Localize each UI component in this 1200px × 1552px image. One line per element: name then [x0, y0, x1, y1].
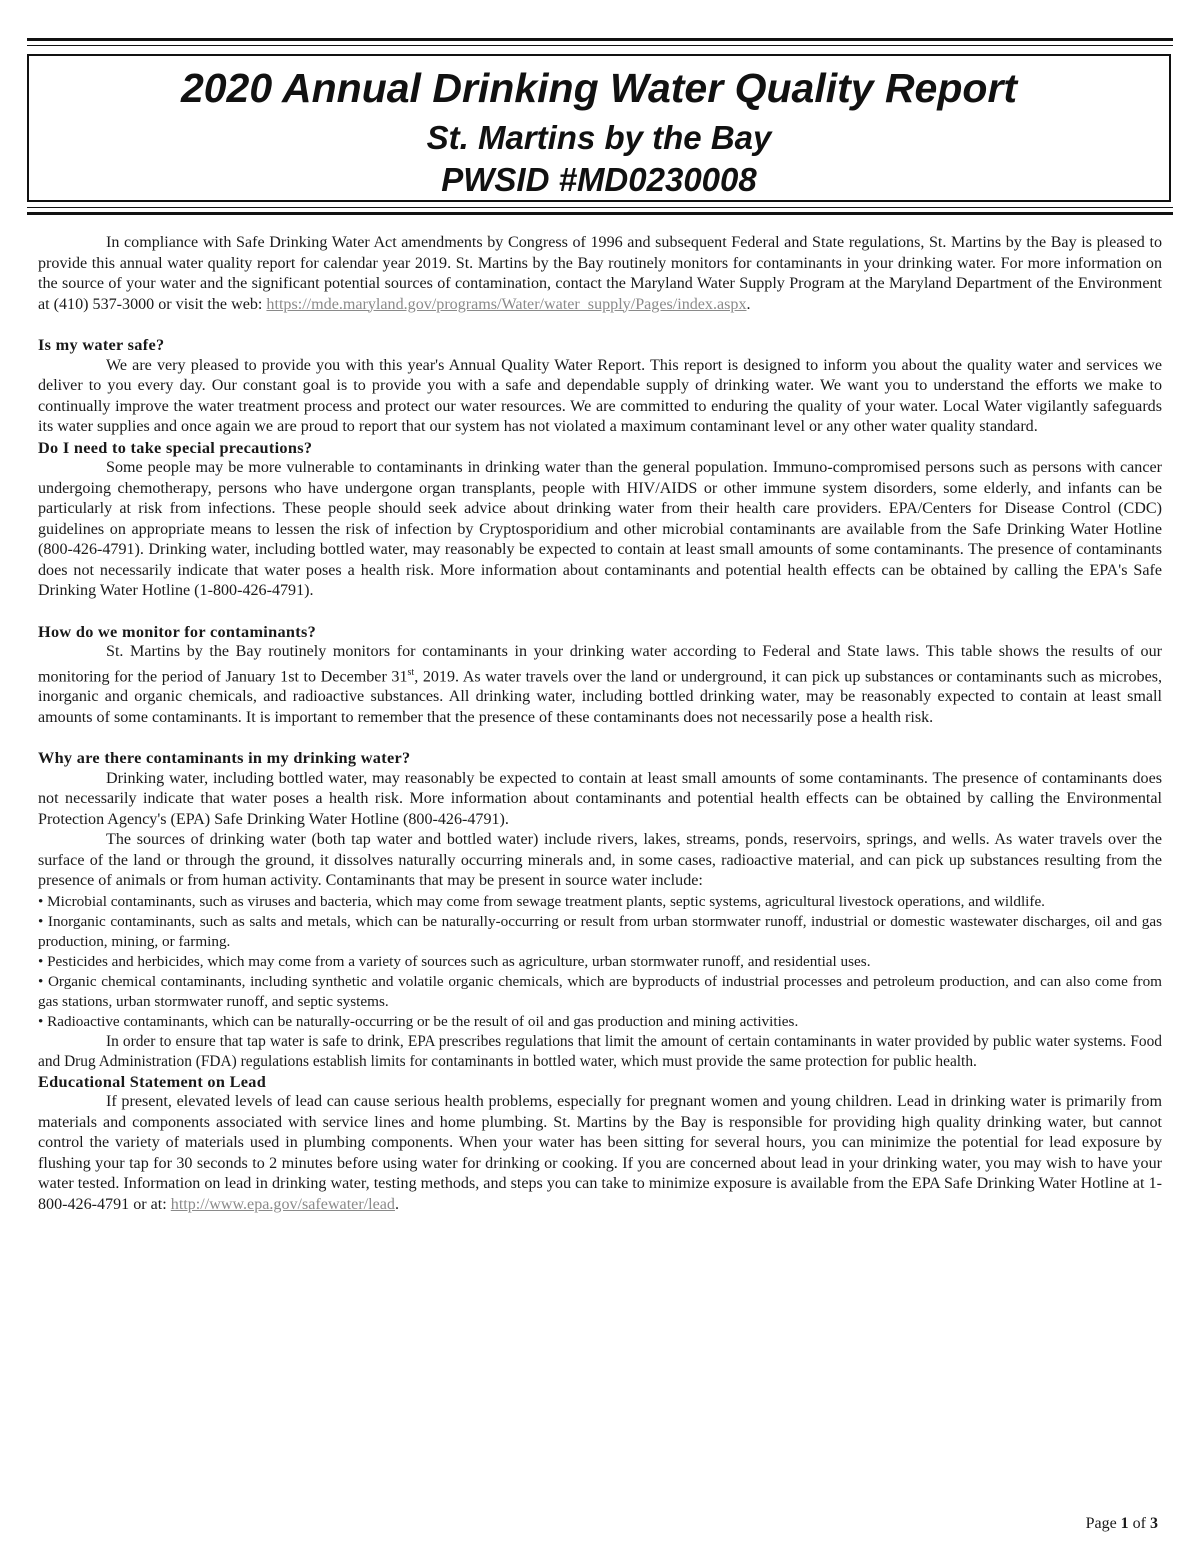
heading-special-precautions: Do I need to take special precautions? [38, 437, 313, 457]
heading-why-contaminants: Why are there contaminants in my drinking water? [38, 748, 411, 768]
heading-monitor: How do we monitor for contaminants? [38, 621, 317, 641]
monitor-superscript: st [407, 666, 415, 678]
bullet-radioactive: • Radioactive contaminants, which can be naturally-occurring or be the result of oil and gas production and mining activities. [38, 1012, 799, 1030]
page-of: of [1132, 1515, 1146, 1532]
system-name: St. Martins by the Bay [426, 119, 772, 156]
why-paragraph-2: The sources of drinking water (both tap water and bottled water) include rivers, lakes, streams, ponds, reservoirs, springs, and wells. As water travels over the surface of the land or through the ground, it dissolves naturally occurring minerals and, in some cases, radioactive material, and can pick up substances resulting from the presence of animals or from human activity. Contaminants that may be present in source water include: [38, 831, 1162, 890]
mde-link[interactable]: https://mde.maryland.gov/programs/Water/water_supply/Pages/index.aspx [266, 295, 747, 313]
intro-paragraph [38, 233, 1162, 315]
bullet-organic: • Organic chemical contaminants, including synthetic and volatile organic chemicals, which are byproducts of industrial processes and petroleum production, and can also come from gas stations, urban stormwater runoff, and septic systems. [38, 972, 1162, 1010]
bullet-pesticides: • Pesticides and herbicides, which may come from a variety of sources such as agriculture, urban stormwater runoff, and residential uses. [38, 952, 871, 970]
report-header [27, 54, 1171, 202]
report-body [38, 233, 1162, 1215]
precautions-paragraph: Some people may be more vulnerable to contaminants in drinking water than the general population. Immuno-compromised persons such as persons with cancer undergoing chemotherapy, persons who have undergone organ transplants, people with HIV/AIDS or other immune system disorders, some elderly, and infants can be particularly at risk from infections. These people should seek advice about drinking water from their health care providers. EPA/Centers for Disease Control (CDC) guidelines on appropriate means to lessen the risk of infection by Cryptosporidium and other microbial contaminants are available from the Safe Drinking Water Hotline (800-426-4791). Drinking water, including bottled water, may reasonably be expected to contain at least small amounts of some contaminants. The presence of contaminants does not necessarily indicate that water poses a health risk. More information about contaminants and potential health effects can be obtained by calling the EPA's Safe Drinking Water Hotline (1-800-426-4791). [38, 459, 1162, 599]
page-current: 1 [1120, 1515, 1129, 1532]
intro-text: In compliance with Safe Drinking Water Act amendments by Congress of 1996 and subsequent Federal and State regulations, St. Martins by the Bay is pleased to provide this annual water quality report for calendar year 2019. St. Martins by the Bay routinely monitors for contaminants in your drinking water. For more information on the source of your water and the significant potential sources of contamination, contact the Maryland Water Supply Program at the Maryland Department of the Environment at (410) 537-3000 or visit the web: [38, 234, 1162, 313]
lead-paragraph [38, 1092, 1162, 1215]
monitor-paragraph [38, 642, 1162, 728]
water-safe-paragraph: We are very pleased to provide you with this year's Annual Quality Water Report. This report is designed to inform you about the quality water and services we deliver to you every day. Our constant goal is to provide you with a safe and dependable supply of drinking water. We want you to understand the efforts we make to continually improve the water treatment process and protect our water resources. We are committed to enduring the quality of your water. Local Water vigilantly safeguards its water supplies and once again we are proud to report that our system has not violated a maximum contaminant level or any other water quality standard. [38, 356, 1162, 435]
report-title: 2020 Annual Drinking Water Quality Report [180, 65, 1018, 111]
header-rule-thin [27, 207, 1173, 208]
bullet-microbial: • Microbial contaminants, such as viruses and bacteria, which may come from sewage treatment plants, septic systems, agricultural livestock operations, and wildlife. [38, 892, 1045, 910]
lead-text: If present, elevated levels of lead can cause serious health problems, especially for pregnant women and young children. Lead in drinking water is primarily from materials and components associated with service lines and home plumbing. St. Martins by the Bay is responsible for providing high quality drinking water, but cannot control the variety of materials used in plumbing components. When your water has been sitting for several hours, you can minimize the potential for lead exposure by flushing your tap for 30 seconds to 2 minutes before using water for drinking or cooking. If you are concerned about lead in your drinking water, you may wish to have your water tested. Information on lead in drinking water, testing methods, and steps you can take to minimize exposure is available from the EPA Safe Drinking Water Hotline at 1-800-426-4791 or at: [38, 1093, 1162, 1213]
heading-water-safe: Is my water safe? [38, 335, 165, 354]
top-rule-thin [27, 45, 1173, 46]
page-total: 3 [1150, 1515, 1158, 1532]
epa-lead-link[interactable]: http://www.epa.gov/safewater/lead [170, 1195, 395, 1213]
header-rule-thick [27, 212, 1173, 215]
page-number [1086, 1514, 1158, 1534]
why-paragraph-3: In order to ensure that tap water is safe to drink, EPA prescribes regulations that limit the amount of certain contaminants in water provided by public water systems. Food and Drug Administration (FDA) regulations establish limits for contaminants in bottled water, which must provide the same protection for public health. [38, 1032, 1162, 1070]
pwsid: PWSID #MD0230008 [441, 161, 757, 198]
lead-link-suffix: . [394, 1195, 399, 1213]
page-label: Page [1085, 1515, 1117, 1532]
monitor-text-b: , 2019. As water travels over the land or underground, it can pick up substances or contaminants such as microbes, inorganic and organic chemicals, and radioactive substances. All drinking water, including bottled drinking water, may be reasonably expected to contain at least small amounts of some contaminants. It is important to remember that the presence of these contaminants does not necessarily pose a health risk. [38, 667, 1162, 726]
bullet-inorganic: • Inorganic contaminants, such as salts and metals, which can be naturally-occurring or result from urban stormwater runoff, industrial or domestic wastewater discharges, oil and gas production, mining, or farming. [38, 912, 1162, 950]
heading-lead: Educational Statement on Lead [38, 1071, 267, 1091]
intro-link-suffix: . [746, 295, 751, 313]
why-paragraph-1: Drinking water, including bottled water, may reasonably be expected to contain at least small amounts of some contaminants. The presence of contaminants does not necessarily indicate that water poses a health risk. More information about contaminants and potential health effects can be obtained by calling the Environmental Protection Agency's (EPA) Safe Drinking Water Hotline (800-426-4791). [38, 769, 1162, 828]
top-rule-thick [27, 38, 1173, 41]
monitor-text-a: St. Martins by the Bay routinely monitors for contaminants in your drinking water according to Federal and State laws. This table shows the results of our monitoring for the period of January 1st to December 31 [38, 643, 1162, 685]
